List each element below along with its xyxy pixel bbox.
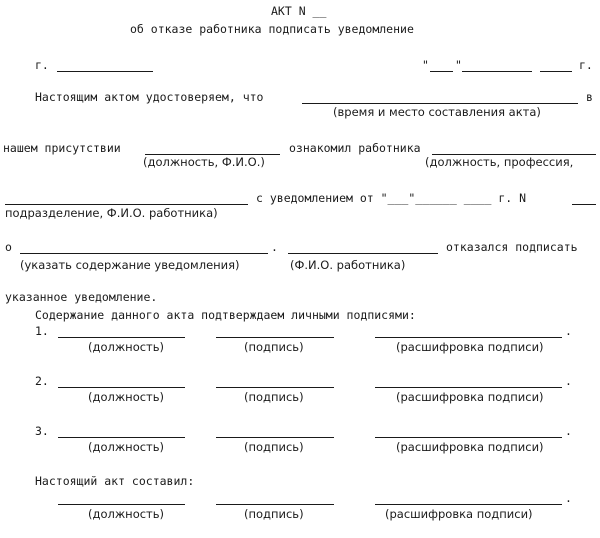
composer-position-blank xyxy=(58,504,185,505)
notice-content-dot: . xyxy=(271,240,278,254)
composer-signature-caption: (подпись) xyxy=(244,507,304,521)
employee-caption: (должность, профессия, xyxy=(425,155,574,169)
position-caption: (должность) xyxy=(88,390,165,404)
date-quote-open: " xyxy=(422,58,429,72)
year-suffix: г. xyxy=(579,58,593,72)
row-end-dot: . xyxy=(565,324,572,338)
signature-caption: (подпись) xyxy=(244,340,304,354)
row-number: 2. xyxy=(35,374,49,388)
department-blank xyxy=(5,204,248,205)
department-caption: подразделение, Ф.И.О. работника) xyxy=(5,206,218,220)
composer-signature-blank xyxy=(216,504,334,505)
composer-decoding-caption: (расшифровка подписи) xyxy=(385,507,533,521)
position-blank xyxy=(58,387,185,388)
decoding-caption: (расшифровка подписи) xyxy=(396,340,544,354)
position-blank xyxy=(58,337,185,338)
position-blank xyxy=(58,437,185,438)
presence-text: нашем присутствии xyxy=(3,141,121,155)
composer-position-caption: (должность) xyxy=(88,507,165,521)
city-prefix: г. xyxy=(35,58,49,72)
decoding-caption: (расшифровка подписи) xyxy=(396,440,544,454)
composer-decoding-blank xyxy=(375,504,562,505)
city-blank xyxy=(57,71,153,72)
row-end-dot: . xyxy=(565,374,572,388)
said-notice-text: указанное уведомление. xyxy=(5,290,158,304)
position-caption: (должность) xyxy=(88,340,165,354)
notice-content-caption: (указать содержание уведомления) xyxy=(20,258,240,272)
date-day-blank xyxy=(430,71,453,72)
row-number: 3. xyxy=(35,424,49,438)
time-place-blank xyxy=(302,103,578,104)
notice-number-blank xyxy=(572,204,596,205)
position-caption: (должность) xyxy=(88,440,165,454)
about-prefix: о xyxy=(5,240,12,254)
date-month-blank xyxy=(462,71,532,72)
confirm-heading: Содержание данного акта подтверждаем личными подписями: xyxy=(35,308,416,322)
acquainted-text: ознакомил работника xyxy=(289,141,421,155)
refuser-name-caption: (Ф.И.О. работника) xyxy=(290,258,406,272)
signature-blank xyxy=(216,387,334,388)
decoding-blank xyxy=(375,437,562,438)
intro-end: в xyxy=(586,90,593,104)
date-quote-close: " xyxy=(455,58,462,72)
act-subtitle: об отказе работника подписать уведомление xyxy=(130,22,414,36)
signature-caption: (подпись) xyxy=(244,390,304,404)
signature-caption: (подпись) xyxy=(244,440,304,454)
time-place-caption: (время и место составления акта) xyxy=(333,105,541,119)
presence-caption: (должность, Ф.И.О.) xyxy=(143,155,265,169)
notice-content-blank xyxy=(20,253,268,254)
composer-end-dot: . xyxy=(565,491,572,505)
row-number: 1. xyxy=(35,324,49,338)
refused-text: отказался подписать xyxy=(446,240,578,254)
decoding-blank xyxy=(375,337,562,338)
signature-blank xyxy=(216,437,334,438)
intro-text: Настоящим актом удостоверяем, что xyxy=(35,90,264,104)
row-end-dot: . xyxy=(565,424,572,438)
composer-heading: Настоящий акт составил: xyxy=(35,474,195,488)
date-year-blank xyxy=(540,71,572,72)
refuser-name-blank xyxy=(288,253,438,254)
signature-blank xyxy=(216,337,334,338)
notice-date-text: с уведомлением от "___"______ ____ г. N xyxy=(256,191,527,205)
act-title: АКТ N __ xyxy=(271,4,327,18)
decoding-caption: (расшифровка подписи) xyxy=(396,390,544,404)
decoding-blank xyxy=(375,387,562,388)
